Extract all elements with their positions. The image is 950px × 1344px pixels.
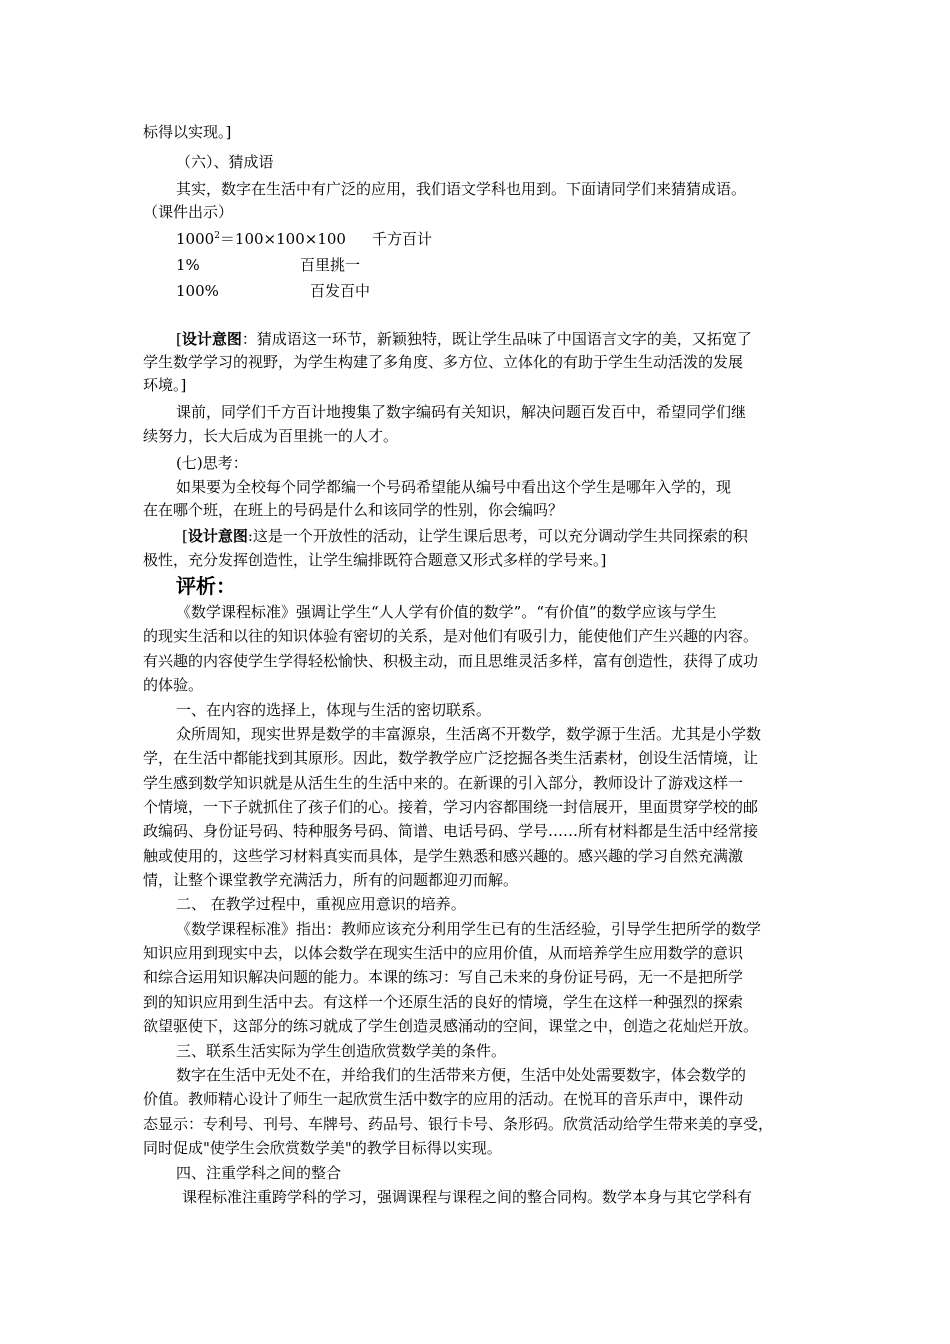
design-intent-2: [设计意图:这是一个开放性的活动，让学生课后思考，可以充分调动学生共同探索的积 [182,527,748,545]
text-line: 和综合运用知识解决问题的能力。本课的练习：写自己未来的身份证号码，无一不是把所学 [143,968,744,986]
text-line: 触或使用的，这些学习材料真实而具体，是学生熟悉和感兴趣的。感兴趣的学习自然充满激 [143,847,744,865]
text-line: 学生数学学习的视野，为学生构建了多角度、多方位、立体化的有助于学生生动活泼的发展 [143,353,744,371]
text-line: 如果要为全校每个同学都编一个号码希望能从编号中看出这个学生是哪年入学的，现 [176,478,732,496]
text-line: 课程标准注重跨学科的学习，强调课程与课程之间的整合同构。数学本身与其它学科有 [182,1188,753,1206]
text-line: 其实，数字在生活中有广泛的应用，我们语文学科也用到。下面请同学们来猜猜成语。 [176,180,747,198]
text-line: 的体验。 [143,676,204,694]
idiom-answer: 百里挑一 [300,256,361,274]
subheading-4: 四、注重学科之间的整合 [176,1164,342,1182]
text-line: 的现实生活和以往的知识体验有密切的关系，是对他们有吸引力，能使他们产生兴趣的内容。 [143,627,759,645]
idiom-answer: 千方百计 [372,230,433,248]
idiom-expression: $1000^2=100\times 100\times 100$ [176,230,346,248]
text-line: 价值。教师精心设计了师生一起欣赏生活中数字的应用的活动。在悦耳的音乐声中，课件动 [143,1090,744,1108]
text-line: 个情境，一下子就抓住了孩子们的心。接着，学习内容都围绕一封信展开，里面贯穿学校的邮 [143,798,759,816]
text-line: 环境。] [143,376,187,394]
text-line: （课件出示） [143,203,234,221]
text-line: 有兴趣的内容使学生学得轻松愉快、积极主动，而且思维灵活多样，富有创造性，获得了成功 [143,652,759,670]
text-line: 知识应用到现实中去，以体会数学在现实生活中的应用价值，从而培养学生应用数学的意识 [143,944,744,962]
text-line: 众所周知，现实世界是数学的丰富源泉，生活离不开数学，数学源于生活。尤其是小学数 [176,725,762,743]
text-line: 课前，同学们千方百计地搜集了数字编码有关知识，解决问题百发百中，希望同学们继 [176,403,747,421]
text-line: 情，让整个课堂教学充满活力，所有的问题都迎刃而解。 [143,871,519,889]
text-line: 在在哪个班，在班上的号码是什么和该同学的性别，你会编吗？ [143,501,564,519]
text-line: 极性，充分发挥创造性，让学生编排既符合题意又形式多样的学号来。] [143,551,607,569]
text-line: 《数学课程标准》指出：教师应该充分利用学生已有的生活经验，引导学生把所学的数学 [176,920,762,938]
idiom-expression: 1% [176,256,200,274]
section-heading-analysis: 评析： [176,574,236,598]
text-line: 到的知识应用到生活中去。有这样一个还原生活的良好的情境，学生在这样一种强烈的探索 [143,993,744,1011]
subheading-1: 一、在内容的选择上，体现与生活的密切联系。 [176,701,492,719]
subheading-2: 二、 在教学过程中，重视应用意识的培养。 [176,895,466,913]
text-line: 学生感到数学知识就是从活生生的生活中来的。在新课的引入部分，教师设计了游戏这样一 [143,774,744,792]
section-title-guess-idioms: （六）、猜成语 [176,153,274,171]
text-line: 续努力，长大后成为百里挑一的人才。 [143,427,399,445]
text-line: 学，在生活中都能找到其原形。因此，数学教学应广泛挖掘各类生活素材，创设生活情境，让 [143,749,759,767]
text-line: 标得以实现。] [143,123,232,141]
text-line: 同时促成"使学生会欣赏数学美"的教学目标得以实现。 [143,1139,502,1157]
text-line: 欲望驱使下，这部分的练习就成了学生创造灵感涌动的空间，课堂之中，创造之花灿烂开放。 [143,1017,759,1035]
text-line: 数字在生活中无处不在，并给我们的生活带来方便，生活中处处需要数字，体会数学的 [176,1066,747,1084]
idiom-expression: 100% [176,282,219,300]
text-line: 政编码、身份证号码、特种服务号码、简谱、电话号码、学号……所有材料都是生活中经常接 [143,822,759,840]
design-intent-1: [设计意图：猜成语这一环节，新颖独特，既让学生品味了中国语言文字的美，又拓宽了 [176,330,752,348]
subheading-3: 三、联系生活实际为学生创造欣赏数学美的条件。 [176,1042,507,1060]
section-title-thinking: (七)思考： [176,454,248,472]
text-line: 《数学课程标准》强调让学生“人人学有价值的数学”。“有价值”的数学应该与学生 [176,603,717,621]
idiom-answer: 百发百中 [310,282,371,300]
text-line: 态显示：专利号、刊号、车牌号、药品号、银行卡号、条形码。欣赏活动给学生带来美的享受， [143,1115,774,1133]
